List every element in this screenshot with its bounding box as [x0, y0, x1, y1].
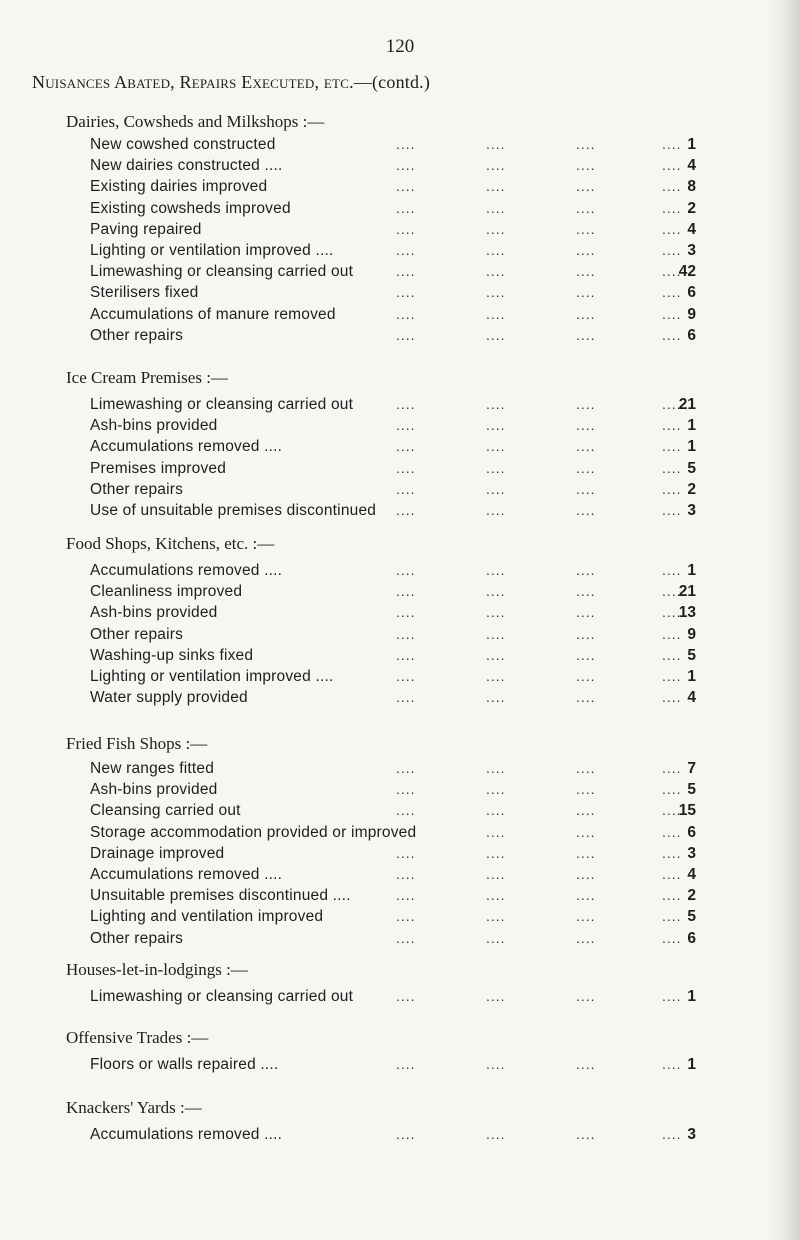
- leader-dots: ....: [396, 417, 416, 434]
- leader-dots: ....: [486, 178, 506, 195]
- entry-row: [66, 930, 696, 951]
- leader-dots: ....: [486, 136, 506, 152]
- entry-label: Existing cowsheds improved: [90, 199, 291, 217]
- entry-value: 5: [687, 646, 696, 664]
- leader-dots: ....: [576, 760, 596, 776]
- leader-dots: ....: [662, 689, 682, 706]
- leader-dots: ....: [662, 480, 682, 497]
- leader-dots: ....: [486, 396, 506, 412]
- leader-dots: ....: [662, 305, 682, 322]
- leader-dots: ....: [662, 199, 682, 216]
- entry-value: 4: [687, 157, 696, 175]
- entry-label: Accumulations removed ....: [90, 865, 283, 883]
- entry-row: [66, 908, 696, 929]
- entry-label: Premises improved: [90, 459, 227, 477]
- entry-label: Accumulations removed ....: [90, 562, 283, 579]
- leader-dots: ....: [486, 604, 506, 621]
- leader-dots: ....: [576, 929, 596, 946]
- entry-label: Drainage improved: [90, 844, 225, 862]
- leader-dots: ....: [662, 326, 682, 343]
- leader-dots: ....: [662, 1056, 682, 1072]
- entry-label: Limewashing or cleansing carried out: [90, 988, 354, 1005]
- leader-dots: ....: [576, 865, 596, 882]
- leader-dots: ....: [662, 908, 682, 925]
- leader-dots: ....: [662, 284, 682, 301]
- entry-list: [66, 760, 696, 951]
- entry-row: [66, 481, 696, 502]
- leader-dots: ....: [396, 802, 416, 819]
- entry-label: Cleanliness improved: [90, 583, 243, 601]
- page-heading-suffix: —(contd.): [353, 72, 431, 92]
- leader-dots: ....: [662, 781, 682, 798]
- leader-dots: ....: [576, 562, 596, 578]
- entry-row: [66, 824, 696, 845]
- entry-value: 3: [687, 501, 696, 519]
- leader-dots: ....: [576, 908, 596, 925]
- leader-dots: ....: [662, 220, 682, 237]
- leader-dots: ....: [396, 284, 416, 301]
- entry-row: [66, 1056, 696, 1077]
- leader-dots: ....: [662, 844, 682, 861]
- leader-dots: ....: [486, 781, 506, 798]
- leader-dots: ....: [396, 625, 416, 642]
- leader-dots: ....: [662, 396, 682, 412]
- leader-dots: ....: [576, 284, 596, 301]
- leader-dots: ....: [486, 760, 506, 776]
- entry-value: 21: [678, 396, 696, 413]
- leader-dots: ....: [396, 1126, 416, 1142]
- leader-dots: ....: [576, 1126, 596, 1142]
- page-heading: [32, 72, 430, 93]
- leader-dots: ....: [396, 887, 416, 904]
- leader-dots: ....: [486, 480, 506, 497]
- entry-value: 4: [687, 689, 696, 707]
- section-title: Knackers' Yards :—: [66, 1098, 202, 1117]
- leader-dots: ....: [396, 667, 416, 684]
- leader-dots: ....: [576, 781, 596, 798]
- leader-dots: ....: [576, 417, 596, 434]
- entry-value: 1: [687, 417, 696, 435]
- leader-dots: ....: [486, 562, 506, 578]
- leader-dots: ....: [396, 583, 416, 600]
- leader-dots: ....: [662, 583, 682, 600]
- leader-dots: ....: [576, 844, 596, 861]
- leader-dots: ....: [396, 604, 416, 621]
- entry-row: [66, 802, 696, 823]
- entry-value: 5: [687, 781, 696, 799]
- entry-value: 5: [687, 459, 696, 477]
- leader-dots: ....: [396, 781, 416, 798]
- entry-value: 15: [678, 802, 696, 820]
- entry-value: 13: [678, 604, 696, 622]
- entry-label: Accumulations removed ....: [90, 438, 283, 456]
- leader-dots: ....: [396, 689, 416, 706]
- entry-row: [66, 396, 696, 417]
- entry-row: [66, 988, 696, 1009]
- page-heading-text: Nuisances Abated, Repairs Executed, etc.: [32, 72, 354, 92]
- leader-dots: ....: [486, 1056, 506, 1072]
- leader-dots: ....: [396, 459, 416, 476]
- leader-dots: ....: [576, 689, 596, 706]
- entry-value: 9: [687, 625, 696, 643]
- leader-dots: ....: [396, 844, 416, 861]
- leader-dots: ....: [396, 326, 416, 343]
- entry-row: [66, 200, 696, 221]
- leader-dots: ....: [576, 157, 596, 174]
- entry-list: [66, 396, 696, 523]
- entry-list: [66, 562, 696, 710]
- leader-dots: ....: [486, 157, 506, 174]
- entry-value: 2: [687, 199, 696, 217]
- entry-row: [66, 136, 696, 157]
- entry-value: 6: [687, 326, 696, 344]
- entry-row: [66, 668, 696, 689]
- entry-list: [66, 136, 696, 348]
- leader-dots: ....: [396, 760, 416, 776]
- section: [66, 534, 696, 710]
- leader-dots: ....: [396, 908, 416, 925]
- leader-dots: ....: [486, 1126, 506, 1142]
- leader-dots: ....: [662, 438, 682, 455]
- leader-dots: ....: [396, 157, 416, 174]
- leader-dots: ....: [576, 583, 596, 600]
- leader-dots: ....: [486, 459, 506, 476]
- entry-value: 6: [687, 823, 696, 841]
- leader-dots: ....: [486, 284, 506, 301]
- leader-dots: ....: [486, 646, 506, 663]
- entry-label: Lighting and ventilation improved: [90, 908, 324, 926]
- entry-value: 3: [687, 1126, 696, 1143]
- leader-dots: ....: [576, 625, 596, 642]
- leader-dots: ....: [662, 263, 682, 280]
- leader-dots: ....: [576, 1056, 596, 1072]
- leader-dots: ....: [662, 501, 682, 518]
- leader-dots: ....: [486, 583, 506, 600]
- leader-dots: ....: [486, 417, 506, 434]
- entry-label: Sterilisers fixed: [90, 284, 199, 302]
- entry-label: Cleansing carried out: [90, 802, 241, 820]
- section-title: Dairies, Cowsheds and Milkshops :—: [66, 112, 325, 131]
- leader-dots: ....: [662, 667, 682, 684]
- leader-dots: ....: [576, 988, 596, 1004]
- leader-dots: ....: [576, 667, 596, 684]
- entry-label: New dairies constructed ....: [90, 157, 283, 175]
- entry-row: [66, 242, 696, 263]
- entry-label: Limewashing or cleansing carried out: [90, 263, 354, 281]
- section: [66, 1028, 696, 1077]
- section-title: Food Shops, Kitchens, etc. :—: [66, 534, 275, 553]
- leader-dots: ....: [576, 199, 596, 216]
- leader-dots: ....: [576, 646, 596, 663]
- leader-dots: ....: [486, 887, 506, 904]
- entry-row: [66, 417, 696, 438]
- leader-dots: ....: [662, 136, 682, 152]
- entry-row: [66, 647, 696, 668]
- leader-dots: ....: [576, 438, 596, 455]
- leader-dots: ....: [396, 865, 416, 882]
- leader-dots: ....: [576, 480, 596, 497]
- entry-label: Other repairs: [90, 625, 184, 643]
- entry-value: 1: [687, 438, 696, 456]
- leader-dots: ....: [396, 263, 416, 280]
- leader-dots: ....: [662, 241, 682, 258]
- leader-dots: ....: [662, 562, 682, 578]
- entry-label: Ash-bins provided: [90, 781, 218, 799]
- entry-label: Storage accommodation provided or improved: [90, 823, 417, 841]
- leader-dots: ....: [486, 802, 506, 819]
- entry-row: [66, 626, 696, 647]
- entry-label: Ash-bins provided: [90, 417, 218, 435]
- leader-dots: ....: [486, 438, 506, 455]
- entry-row: [66, 604, 696, 625]
- leader-dots: ....: [396, 220, 416, 237]
- section: [66, 368, 696, 523]
- page-edge-shadow: [768, 0, 800, 1240]
- entry-row: [66, 866, 696, 887]
- leader-dots: ....: [396, 438, 416, 455]
- entry-row: [66, 263, 696, 284]
- leader-dots: ....: [662, 459, 682, 476]
- leader-dots: ....: [662, 646, 682, 663]
- entry-value: 21: [678, 583, 696, 601]
- leader-dots: ....: [396, 199, 416, 216]
- leader-dots: ....: [576, 604, 596, 621]
- entry-value: 1: [687, 1056, 696, 1073]
- entry-label: Floors or walls repaired ....: [90, 1056, 279, 1073]
- entry-row: [66, 1126, 696, 1147]
- leader-dots: ....: [576, 823, 596, 840]
- leader-dots: ....: [662, 887, 682, 904]
- leader-dots: ....: [396, 178, 416, 195]
- entry-value: 6: [687, 929, 696, 947]
- leader-dots: ....: [662, 178, 682, 195]
- entry-value: 1: [687, 136, 696, 153]
- entry-value: 8: [687, 178, 696, 196]
- entry-row: [66, 284, 696, 305]
- entry-row: [66, 502, 696, 523]
- leader-dots: ....: [396, 562, 416, 578]
- entry-label: Other repairs: [90, 480, 184, 498]
- leader-dots: ....: [396, 646, 416, 663]
- entry-value: 4: [687, 865, 696, 883]
- leader-dots: ....: [576, 178, 596, 195]
- entry-row: [66, 306, 696, 327]
- entry-label: Lighting or ventilation improved ....: [90, 667, 334, 685]
- entry-value: 9: [687, 305, 696, 323]
- entry-value: 3: [687, 241, 696, 259]
- entry-value: 1: [687, 562, 696, 579]
- entry-row: [66, 157, 696, 178]
- entry-value: 6: [687, 284, 696, 302]
- entry-label: Other repairs: [90, 326, 184, 344]
- section-title: Houses-let-in-lodgings :—: [66, 960, 248, 979]
- leader-dots: ....: [486, 220, 506, 237]
- leader-dots: ....: [576, 326, 596, 343]
- leader-dots: ....: [486, 326, 506, 343]
- entry-label: Limewashing or cleansing carried out: [90, 396, 354, 413]
- leader-dots: ....: [486, 689, 506, 706]
- leader-dots: ....: [662, 760, 682, 776]
- leader-dots: ....: [486, 865, 506, 882]
- leader-dots: ....: [396, 241, 416, 258]
- entry-row: [66, 327, 696, 348]
- section: [66, 112, 696, 348]
- leader-dots: ....: [576, 263, 596, 280]
- entry-label: New ranges fitted: [90, 760, 215, 777]
- leader-dots: ....: [396, 1056, 416, 1072]
- leader-dots: ....: [486, 667, 506, 684]
- leader-dots: ....: [396, 396, 416, 412]
- entry-row: [66, 438, 696, 459]
- entry-label: Water supply provided: [90, 689, 248, 707]
- leader-dots: ....: [662, 865, 682, 882]
- leader-dots: ....: [486, 844, 506, 861]
- leader-dots: ....: [576, 802, 596, 819]
- leader-dots: ....: [486, 199, 506, 216]
- leader-dots: ....: [662, 417, 682, 434]
- leader-dots: ....: [662, 157, 682, 174]
- entry-row: [66, 887, 696, 908]
- entry-value: 2: [687, 887, 696, 905]
- entry-value: 1: [687, 667, 696, 685]
- entry-label: Paving repaired: [90, 220, 202, 238]
- entry-value: 42: [678, 263, 696, 281]
- entry-list: [66, 1056, 696, 1077]
- leader-dots: ....: [576, 887, 596, 904]
- section: [66, 734, 696, 951]
- leader-dots: ....: [662, 988, 682, 1004]
- entry-value: 7: [687, 760, 696, 777]
- leader-dots: ....: [662, 625, 682, 642]
- leader-dots: ....: [576, 305, 596, 322]
- leader-dots: ....: [396, 929, 416, 946]
- section-title: Ice Cream Premises :—: [66, 368, 228, 387]
- entry-label: Accumulations of manure removed: [90, 305, 336, 323]
- leader-dots: ....: [486, 929, 506, 946]
- entry-label: Lighting or ventilation improved ....: [90, 241, 334, 259]
- leader-dots: ....: [486, 823, 506, 840]
- entry-label: Use of unsuitable premises discontinued: [90, 501, 377, 519]
- entry-list: [66, 988, 696, 1009]
- leader-dots: ....: [396, 136, 416, 152]
- entry-row: [66, 583, 696, 604]
- leader-dots: ....: [576, 220, 596, 237]
- entry-value: 5: [687, 908, 696, 926]
- entry-row: [66, 460, 696, 481]
- leader-dots: ....: [486, 263, 506, 280]
- entry-label: New cowshed constructed: [90, 136, 276, 153]
- section-title: Offensive Trades :—: [66, 1028, 209, 1047]
- leader-dots: ....: [486, 501, 506, 518]
- entry-list: [66, 1126, 696, 1147]
- leader-dots: ....: [486, 988, 506, 1004]
- leader-dots: ....: [486, 241, 506, 258]
- leader-dots: ....: [396, 988, 416, 1004]
- entry-value: 4: [687, 220, 696, 238]
- leader-dots: ....: [576, 459, 596, 476]
- section: [66, 960, 696, 1009]
- leader-dots: ....: [662, 929, 682, 946]
- leader-dots: ....: [486, 908, 506, 925]
- entry-row: [66, 178, 696, 199]
- leader-dots: ....: [662, 1126, 682, 1142]
- entry-row: [66, 689, 696, 710]
- entry-value: 2: [687, 480, 696, 498]
- entry-label: Existing dairies improved: [90, 178, 268, 196]
- leader-dots: ....: [576, 241, 596, 258]
- entry-value: 3: [687, 844, 696, 862]
- entry-row: [66, 845, 696, 866]
- entry-label: Washing-up sinks fixed: [90, 646, 254, 664]
- leader-dots: ....: [662, 802, 682, 819]
- entry-label: Unsuitable premises discontinued ....: [90, 887, 351, 905]
- entry-label: Accumulations removed ....: [90, 1126, 283, 1143]
- entry-row: [66, 760, 696, 781]
- section: [66, 1098, 696, 1147]
- leader-dots: ....: [662, 604, 682, 621]
- leader-dots: ....: [486, 305, 506, 322]
- entry-label: Ash-bins provided: [90, 604, 218, 622]
- leader-dots: ....: [396, 480, 416, 497]
- leader-dots: ....: [576, 136, 596, 152]
- leader-dots: ....: [396, 305, 416, 322]
- entry-row: [66, 562, 696, 583]
- leader-dots: ....: [396, 501, 416, 518]
- leader-dots: ....: [486, 625, 506, 642]
- entry-row: [66, 781, 696, 802]
- leader-dots: ....: [576, 501, 596, 518]
- section-title: Fried Fish Shops :—: [66, 734, 208, 753]
- entry-row: [66, 221, 696, 242]
- leader-dots: ....: [662, 823, 682, 840]
- leader-dots: ....: [576, 396, 596, 412]
- entry-label: Other repairs: [90, 929, 184, 947]
- entry-value: 1: [687, 988, 696, 1005]
- page-number: 120: [385, 36, 415, 57]
